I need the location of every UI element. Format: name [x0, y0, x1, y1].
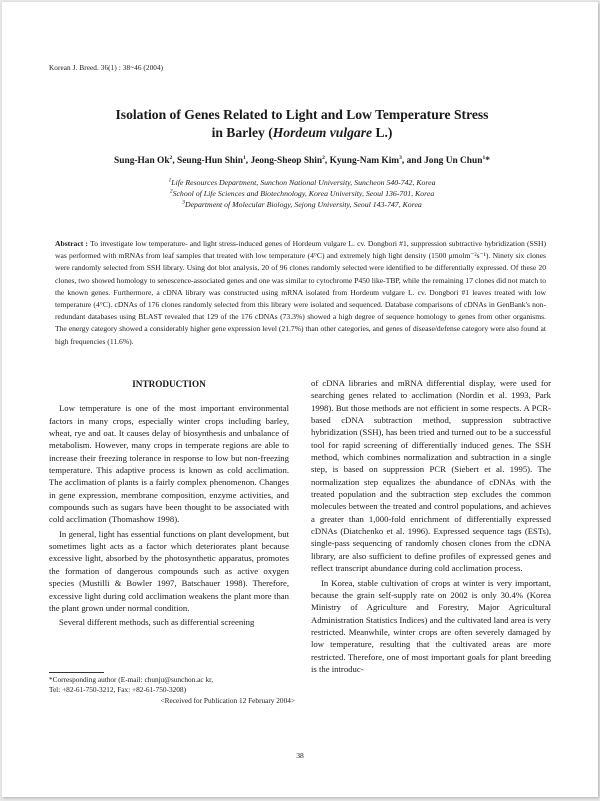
- paper-title: [42, 106, 562, 142]
- paragraph: In general, light has essential functions on plant development, but sometimes light acts as a factor which deteriorates plant because excessive light, absorbed by the photosynthetic apparatus, promotes the formation of dangerous compounds such as active oxygen species (Mustilli & Bowler 1997, Batschauer 1998). Therefore, excessive light during cold acclimation weakens the plant more than the plant grown under normal condition.: [49, 528, 289, 613]
- affiliation: $^2$School of Life Sciences and Biotechnology, Korea University, Seoul 136-701, Korea: [169, 188, 435, 199]
- paragraph: In Korea, stable cultivation of crops at winter is very important, because the grain self-supply rate on 2002 is only 30.4% (Korea Ministry of Agriculture and Forestry, Major Agricultural Administration Statistics Indices) and the cultivated land area is very restricted. Meanwhile, winter crops are often severely damaged by low temperature, resulting that the cultivated areas are more restricted. Therefore, one of most important goals for plant breeding is the introduc-: [311, 577, 551, 674]
- paragraph: Low temperature is one of the most important environmental factors in many crops, especially winter crops including barley, wheat, rye and oat. It causes delay of biosynthesis and unbalance of metabolism. However, many crops in temperate regions are able to increase their freezing tolerance in response to low but non-freezing temperature. This adaptive process is known as cold acclimation. The acclimation of plants is a fairly complex phenomenon. Changes in gene expression, membrane composition, enzyme activities, and compounds such as sugars have been thought to be associated with cold acclimation (Thomashow 1998).: [49, 403, 289, 525]
- page-number: 38: [296, 751, 304, 760]
- paper-page: [2, 2, 598, 797]
- right-column: [311, 377, 551, 675]
- abstract-text: To investigate low temperature- and light stress-induced genes of Hordeum vulgare L. cv. Dongbori #1, suppression subtractive hybridization (SSH) was performed with mRNAs from leaf samples that treated with low temperature (4°C) and extremely high light density (1500 μmolm⁻²s⁻¹). Ninety six clones were randomly selected from SSH library. Using dot blot analysis, 20 of 96 clones randomly selected were identified to be differentially expressed. Of these 20 clones, two showed homology to senescence-associated genes and one was similar to cytochrome P450 like-TBP, while the remaining 17 clones did not match to the known genes. Furthermore, a cDNA library was constructed using mRNA isolated from Hordeum vulgare L. cv. Dongbori #1 leaves treated with low temperature (4°C). cDNAs of 176 clones randomly selected from this library were isolated and sequenced. Database comparisons of cDNAs in GenBank's non-redundant databases using BLAST revealed that 129 of the 176 cDNAs (73.3%) showed a high degree of sequence homology to genes from other organisms. The energy category showed a considerably higher gene expression level (21.7%) than other categories, and genes of disease/defense category were also found at high frequencies (11.6%).: [55, 239, 546, 346]
- paragraph: Several different methods, such as differential screening: [59, 617, 255, 628]
- section-heading: INTRODUCTION: [132, 379, 206, 389]
- contact-phone: Tel: +82-61-750-3212, Fax: +82-61-750-3208): [49, 685, 187, 695]
- affiliations: [42, 177, 562, 211]
- author: Sung-Han Ok: [114, 156, 170, 166]
- author: Seung-Hun Shin: [177, 156, 243, 166]
- received-date: <Received for Publication 12 February 2004>: [160, 695, 295, 705]
- author: Jeong-Sheop Shin: [250, 156, 323, 166]
- paragraph: of cDNA libraries and mRNA differential display, were used for searching genes related to acclimation (Nordin et al. 1993, Park 1998). But those methods are not efficient in some respects. A PCR-based cDNA subtraction method, suppression subtractive hybridization (SSH), has been tried and turned out to be a successful tool for rapid screening of differentially induced genes. The SSH method, which combines normalization and subtraction in a single step, is based on suppression PCR (Siebert et al. 1995). The normalization step equalizes the abundance of cDNAs with the treated population and the subtraction step excludes the common molecules between the treated and control populations, and achieves a greater than 1,000-fold enrichment of differentially expressed cDNAs (Diatchenko et al. 1996). Expressed sequence tags (ESTs), single-pass sequencing of randomly chosen clones from the cDNA library, are also sufficient to define profiles of expressed genes and reflect transcript abundance during cold acclimation process.: [311, 378, 551, 574]
- left-column: [49, 374, 289, 629]
- author: Kyung-Nam Kim: [329, 156, 400, 166]
- title-species: Hordeum vulgare: [272, 125, 373, 140]
- title-line-2: in Barley (Hordeum vulgare L.): [211, 125, 393, 140]
- abstract: [55, 238, 546, 348]
- corresponding-author: *Corresponding author (E-mail: chunju@sunchon.ac kr,: [49, 675, 214, 684]
- affiliation: $^3$Department of Molecular Biology, Sejong University, Seoul 143-747, Korea: [182, 199, 422, 210]
- footnotes: [49, 675, 299, 706]
- author-list: Sung-Han Ok$^2$, Seung-Hun Shin$^1$, Jeong-Sheop Shin$^2$, Kyung-Nam Kim$^3$, and Jong Un Chun$^1$*: [114, 154, 490, 166]
- title-line-1: Isolation of Genes Related to Light and Low Temperature Stress: [115, 107, 489, 122]
- affiliation: $^1$Life Resources Department, Sunchon National University, Suncheon 540-742, Korea: [168, 177, 436, 187]
- footnote-divider: [49, 672, 104, 673]
- author: Jong Un Chun: [424, 156, 483, 166]
- abstract-label: Abstract :: [55, 239, 91, 248]
- journal-reference: Korean J. Breed. 36(1) : 38~46 (2004): [49, 64, 164, 72]
